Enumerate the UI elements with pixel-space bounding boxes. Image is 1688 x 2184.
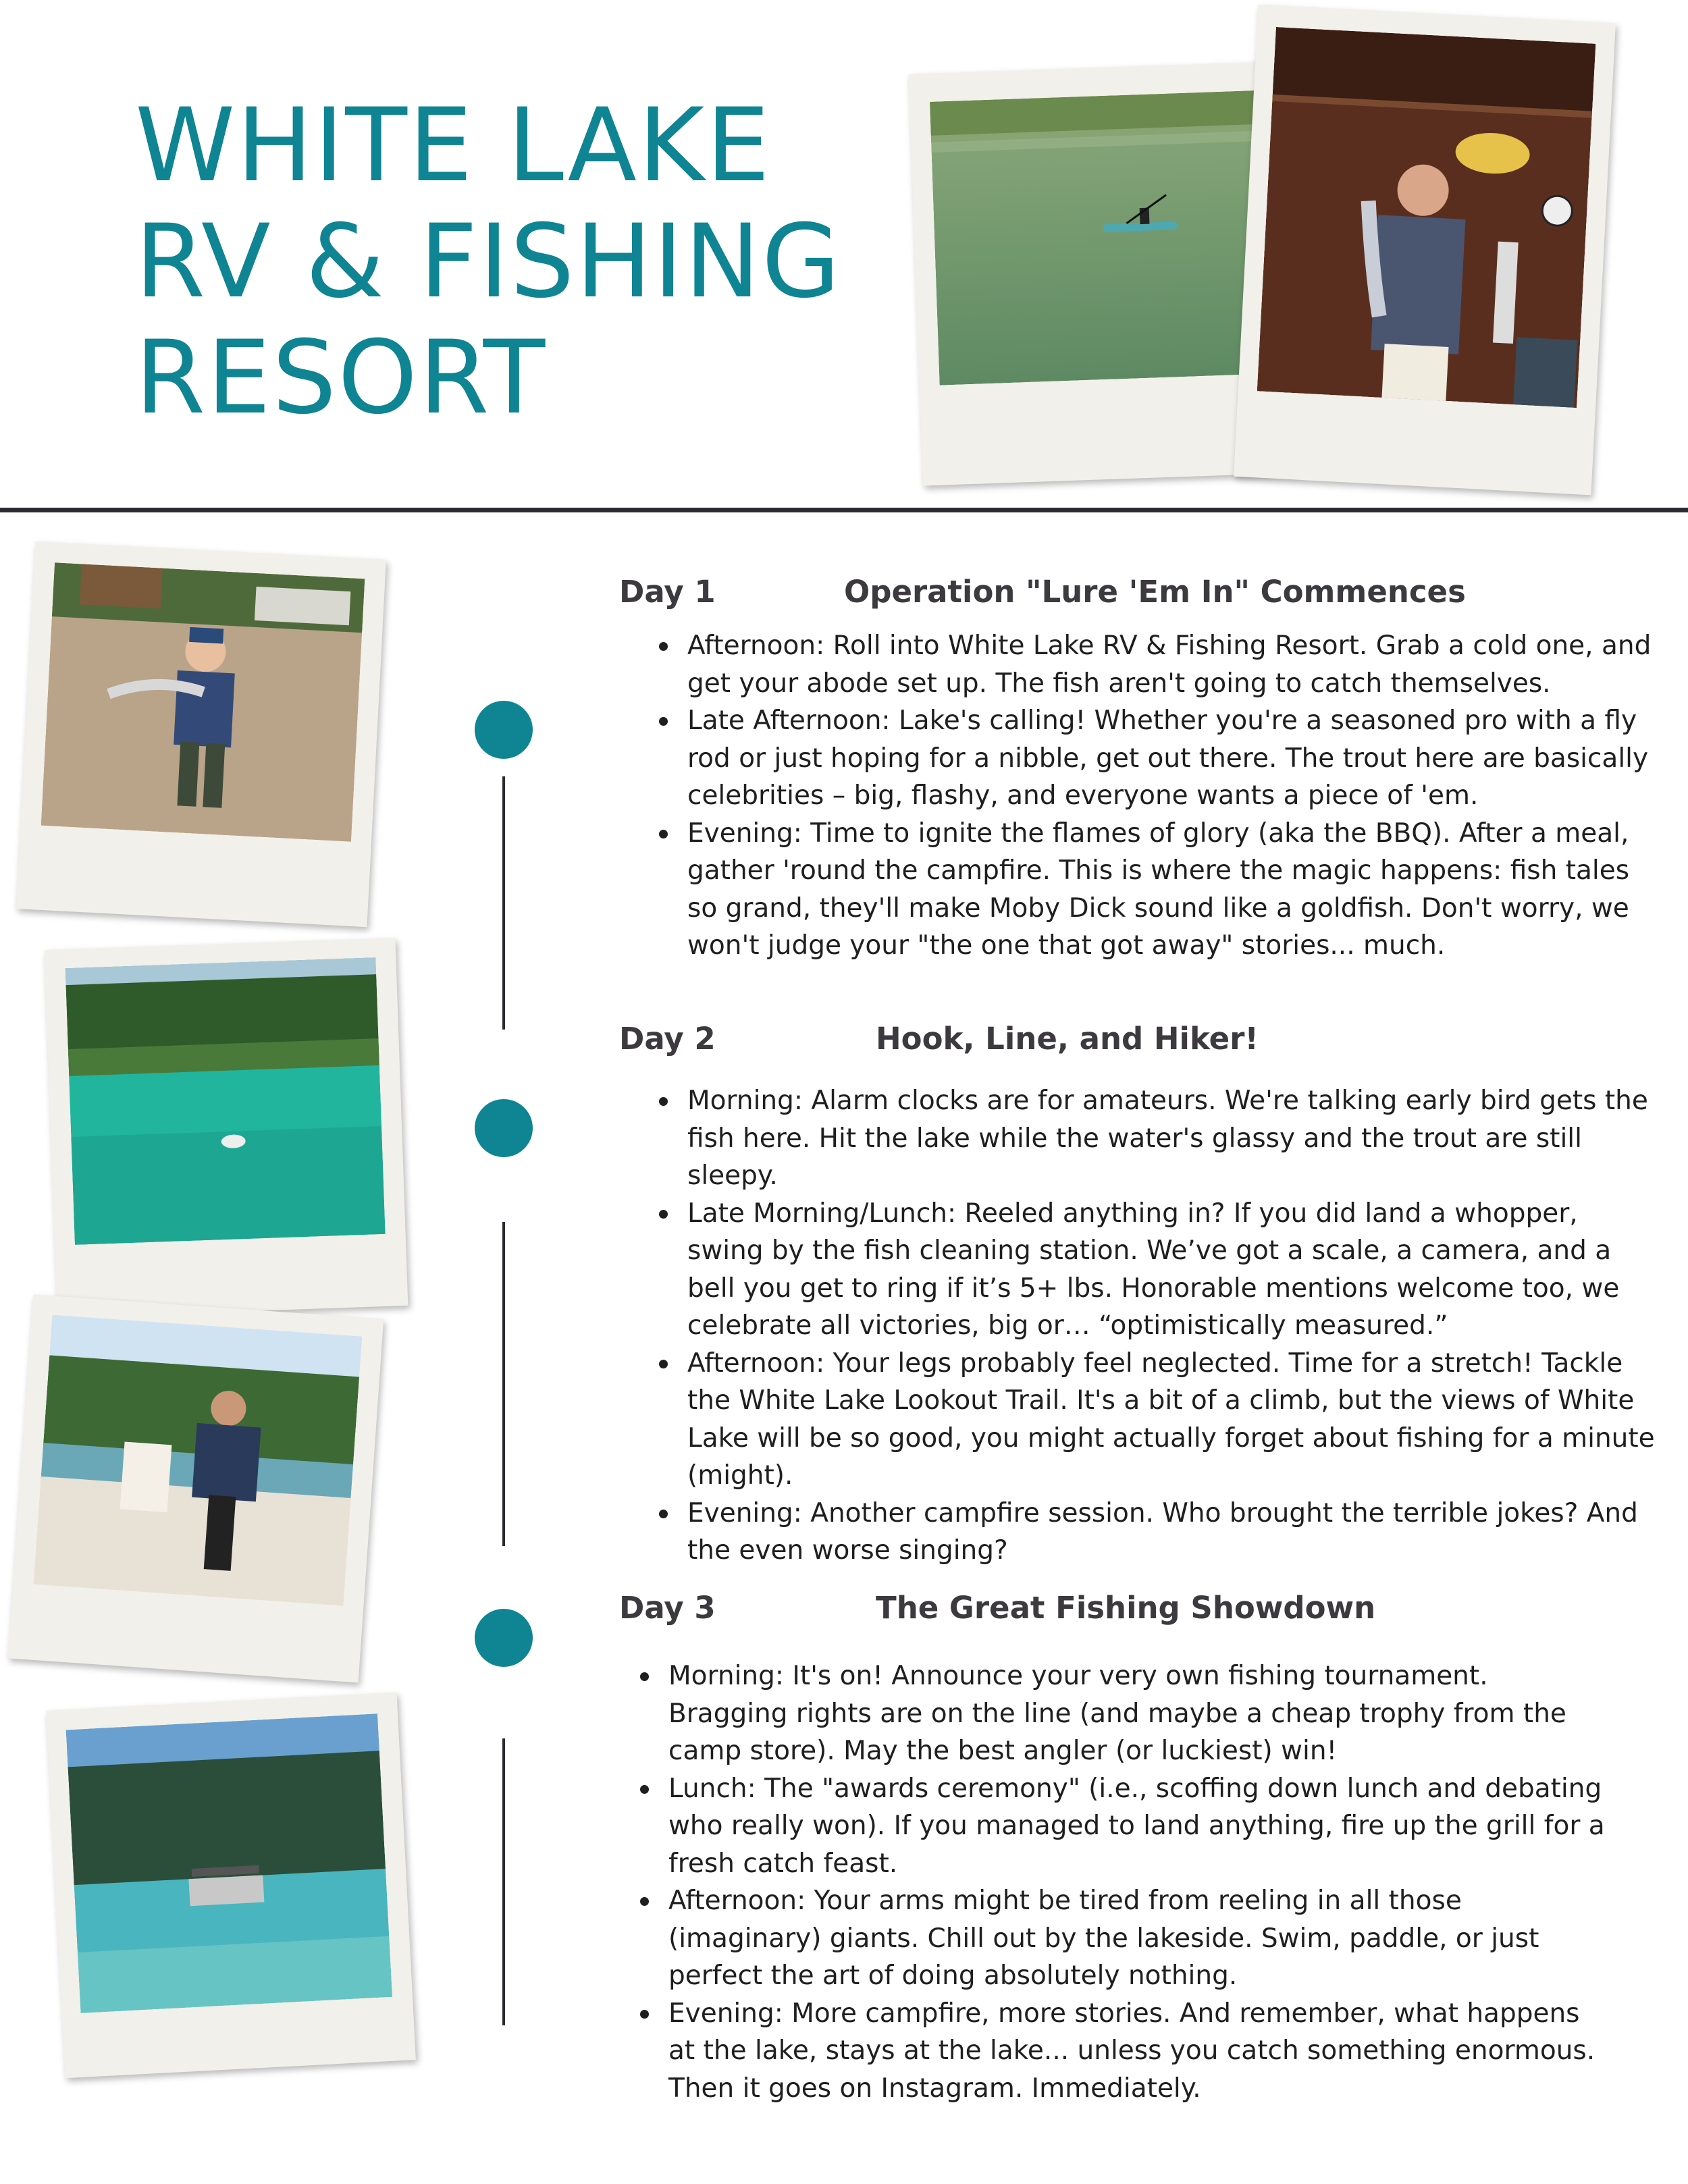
timeline-line-3 bbox=[502, 1738, 505, 2025]
man-on-boat-photo bbox=[34, 1315, 363, 1606]
list-item: Lunch: The "awards ceremony" (i.e., scoffing down lunch and debating who really won). If you managed to land anything, fire up the grill for a fresh catch feast. bbox=[635, 1770, 1607, 1883]
timeline-line-1 bbox=[502, 776, 505, 1030]
list-item: Afternoon: Your arms might be tired from reeling in all those (imaginary) giants. Chill out by the lakeside. Swim, paddle, or just perfect the art of doing absolutely nothing. bbox=[635, 1882, 1607, 1995]
green-lake-aerial-photo bbox=[65, 957, 386, 1245]
timeline-dot-day-1 bbox=[475, 701, 533, 759]
title-line-1: WHITE LAKE bbox=[135, 87, 772, 205]
pontoon-boat-lake-photo bbox=[66, 1713, 392, 2013]
child-holding-fish-photo bbox=[41, 562, 365, 842]
list-item: Late Morning/Lunch: Reeled anything in? If you did land a whopper, swing by the fish cleaning station. We’ve got a scale, a camera, and a bell you get to ring if it’s 5+ lbs. Honorable mentions welcome too, we celebrate all victories, big or… “optimistically measured.” bbox=[654, 1195, 1660, 1345]
list-item: Morning: Alarm clocks are for amateurs. We're talking early bird gets the fish here. Hit the lake while the water's glassy and the trout are still sleepy. bbox=[654, 1082, 1660, 1195]
man-holding-fish-photo bbox=[1257, 27, 1596, 408]
day-1-title: Operation "Lure 'Em In" Commences bbox=[844, 574, 1466, 610]
day-3-title: The Great Fishing Showdown bbox=[876, 1590, 1376, 1626]
list-item: Late Afternoon: Lake's calling! Whether you're a seasoned pro with a fly rod or just hoping for a nibble, get out there. The trout here are basically celebrities – big, flashy, and everyone wants a piece of 'em. bbox=[654, 702, 1660, 815]
list-item: Afternoon: Your legs probably feel neglected. Time for a stretch! Tackle the White Lake Lookout Trail. It's a bit of a climb, but the views of White Lake will be so good, you might actually forget about fishing for a minute (might). bbox=[654, 1345, 1660, 1495]
kayak-on-lake-photo bbox=[930, 90, 1277, 385]
day-3-label: Day 3 bbox=[619, 1590, 716, 1626]
list-item: Evening: More campfire, more stories. And remember, what happens at the lake, stays at the lake... unless you catch something enormous. Then it goes on Instagram. Immediately. bbox=[635, 1995, 1607, 2108]
polaroid-pontoon-photo bbox=[46, 1693, 416, 2078]
list-item: Evening: Time to ignite the flames of glory (aka the BBQ). After a meal, gather 'round the campfire. This is where the magic happens: fish tales so grand, they'll make Moby Dick sound like a goldfish. Don't worry, we won't judge your "the one that got away" stories... much. bbox=[654, 815, 1660, 965]
timeline-line-2 bbox=[502, 1222, 505, 1546]
day-2-title: Hook, Line, and Hiker! bbox=[876, 1021, 1259, 1057]
polaroid-green-lake-photo bbox=[45, 938, 408, 1318]
header-divider bbox=[0, 508, 1688, 512]
day-2-label: Day 2 bbox=[619, 1021, 716, 1057]
timeline-dot-day-3 bbox=[475, 1609, 533, 1667]
polaroid-child-fish-photo bbox=[16, 541, 386, 927]
day-3-list bbox=[635, 1657, 1607, 2107]
day-1-label: Day 1 bbox=[619, 574, 716, 610]
day-1-list bbox=[654, 627, 1660, 965]
list-item: Morning: It's on! Announce your very own fishing tournament. Bragging rights are on the line (and maybe a cheap trophy from the camp store). May the best angler (or luckiest) win! bbox=[635, 1657, 1607, 1770]
page-title bbox=[135, 88, 841, 436]
title-line-3: RESORT bbox=[135, 319, 547, 437]
timeline-dot-day-2 bbox=[475, 1099, 533, 1157]
list-item: Afternoon: Roll into White Lake RV & Fishing Resort. Grab a cold one, and get your abode set up. The fish aren't going to catch themselves. bbox=[654, 627, 1660, 702]
list-item: Evening: Another campfire session. Who brought the terrible jokes? And the even worse singing? bbox=[654, 1495, 1660, 1570]
polaroid-fish-cleaning-photo bbox=[1234, 5, 1616, 496]
polaroid-boat-man-photo bbox=[8, 1295, 384, 1683]
title-line-2: RV & FISHING bbox=[135, 203, 842, 321]
day-2-list bbox=[654, 1082, 1660, 1570]
